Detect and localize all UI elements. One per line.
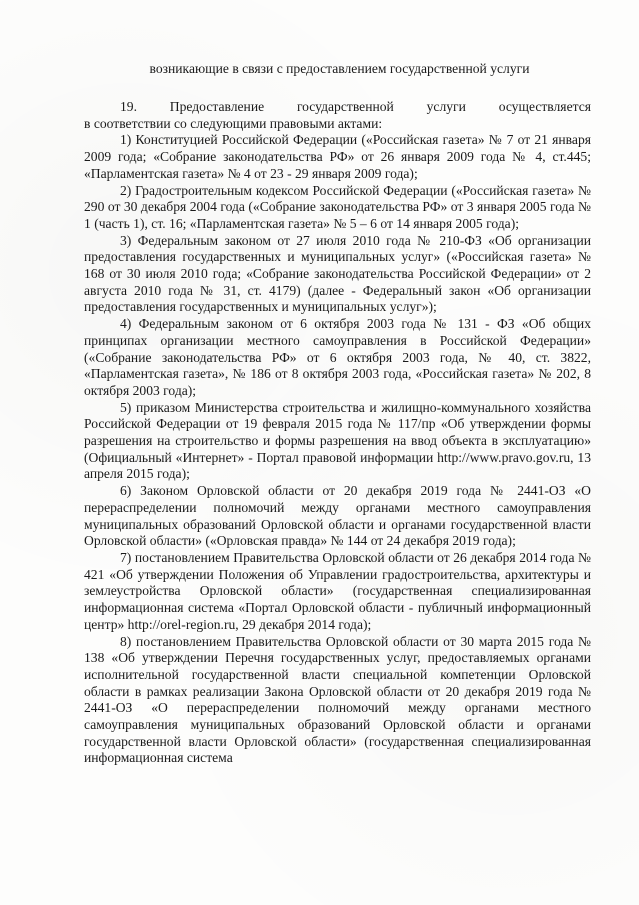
legal-act-item-4: 4) Федеральным законом от 6 октября 2003 года № 131 - ФЗ «Об общих принципах организации местного самоуправления в Российской Федерации» («Собрание законодательства РФ» от 6 октября 2003 года, № 40, ст. 3822, «Парламентская газета», № 186 от 8 октября 2003 года, «Российская газета» № 202, 8 октября 2003 года); — [84, 316, 591, 398]
intro-word-2: государственной — [296, 99, 394, 114]
intro-word-3: услуги — [426, 99, 466, 114]
legal-act-item-8: 8) постановлением Правительства Орловской области от 30 марта 2015 года № 138 «Об утверждении Перечня государственных услуг, предоставляемых органами исполнительной государственной власти специальной компетенции Орловской области в рамках реализации Закона Орловской области от 20 декабря 2019 года № 2441-ОЗ «О перераспределении полномочий между органами местного самоуправления муниципальных образований Орловской области и органами государственной власти Орловской области» (государственная специализированная информационная система — [84, 633, 591, 766]
intro-rest: в соответствии со следующими правовыми актами: — [84, 115, 383, 131]
legal-act-item-6: 6) Законом Орловской области от 20 декабря 2019 года № 2441-ОЗ «О перераспределении полномочий между органами местного самоуправления муниципальных образований Орловской области и органами государственной власти Орловской области» («Орловская правда» № 144 от 24 декабря 2019 года); — [84, 483, 591, 549]
legal-act-item-7: 7) постановлением Правительства Орловской области от 26 декабря 2014 года № 421 «Об утверждении Положения об Управлении градостроительства, архитектуры и землеустройства Орловской области» (государственная специализированная информационная система «Портал Орловской области - публичный информационный центр» http://orel-region.ru, 29 декабря 2014 года); — [84, 549, 591, 632]
legal-act-item-5: 5) приказом Министерства строительства и жилищно-коммунального хозяйства Российской Федерации от 19 февраля 2015 года № 117/пр «Об утверждении формы разрешения на строительство и формы разрешения на ввод объекта в эксплуатацию» (Официальный «Интернет» - Портал правовой информации http://www.pravo.gov.ru, 13 апреля 2015 года); — [84, 399, 591, 482]
intro-lead-line — [84, 99, 591, 116]
intro-paragraph — [84, 99, 591, 132]
intro-number: 19. — [120, 99, 137, 114]
legal-act-item-2: 2) Градостроительным кодексом Российской Федерации («Российская газета» № 290 от 30 декабря 2004 года («Собрание законодательства РФ» от 3 января 2005 года № 1 (часть 1), ст. 16; «Парламентская газета» № 5 – 6 от 14 января 2005 года); — [84, 182, 591, 231]
intro-word-1: Предоставление — [169, 99, 265, 114]
legal-act-item-1: 1) Конституцией Российской Федерации («Российская газета» № 7 от 21 января 2009 года; «Собрание законодательства РФ» от 26 января 2009 года № 4, ст.445; «Парламентская газета» № 4 от 23 - 29 января 2009 года); — [84, 132, 591, 181]
legal-act-item-3: 3) Федеральным законом от 27 июля 2010 года № 210-ФЗ «Об организации предоставления государственных и муниципальных услуг» («Российская газета» № 168 от 30 июля 2010 года; «Собрание законодательства Российской Федерации» от 2 августа 2010 года № 31, ст. 4179) (далее - Федеральный закон «Об организации предоставления государственных и муниципальных услуг»); — [84, 232, 591, 315]
intro-word-4: осуществляется — [498, 99, 591, 114]
section-heading: возникающие в связи с предоставлением государственной услуги — [149, 61, 530, 76]
